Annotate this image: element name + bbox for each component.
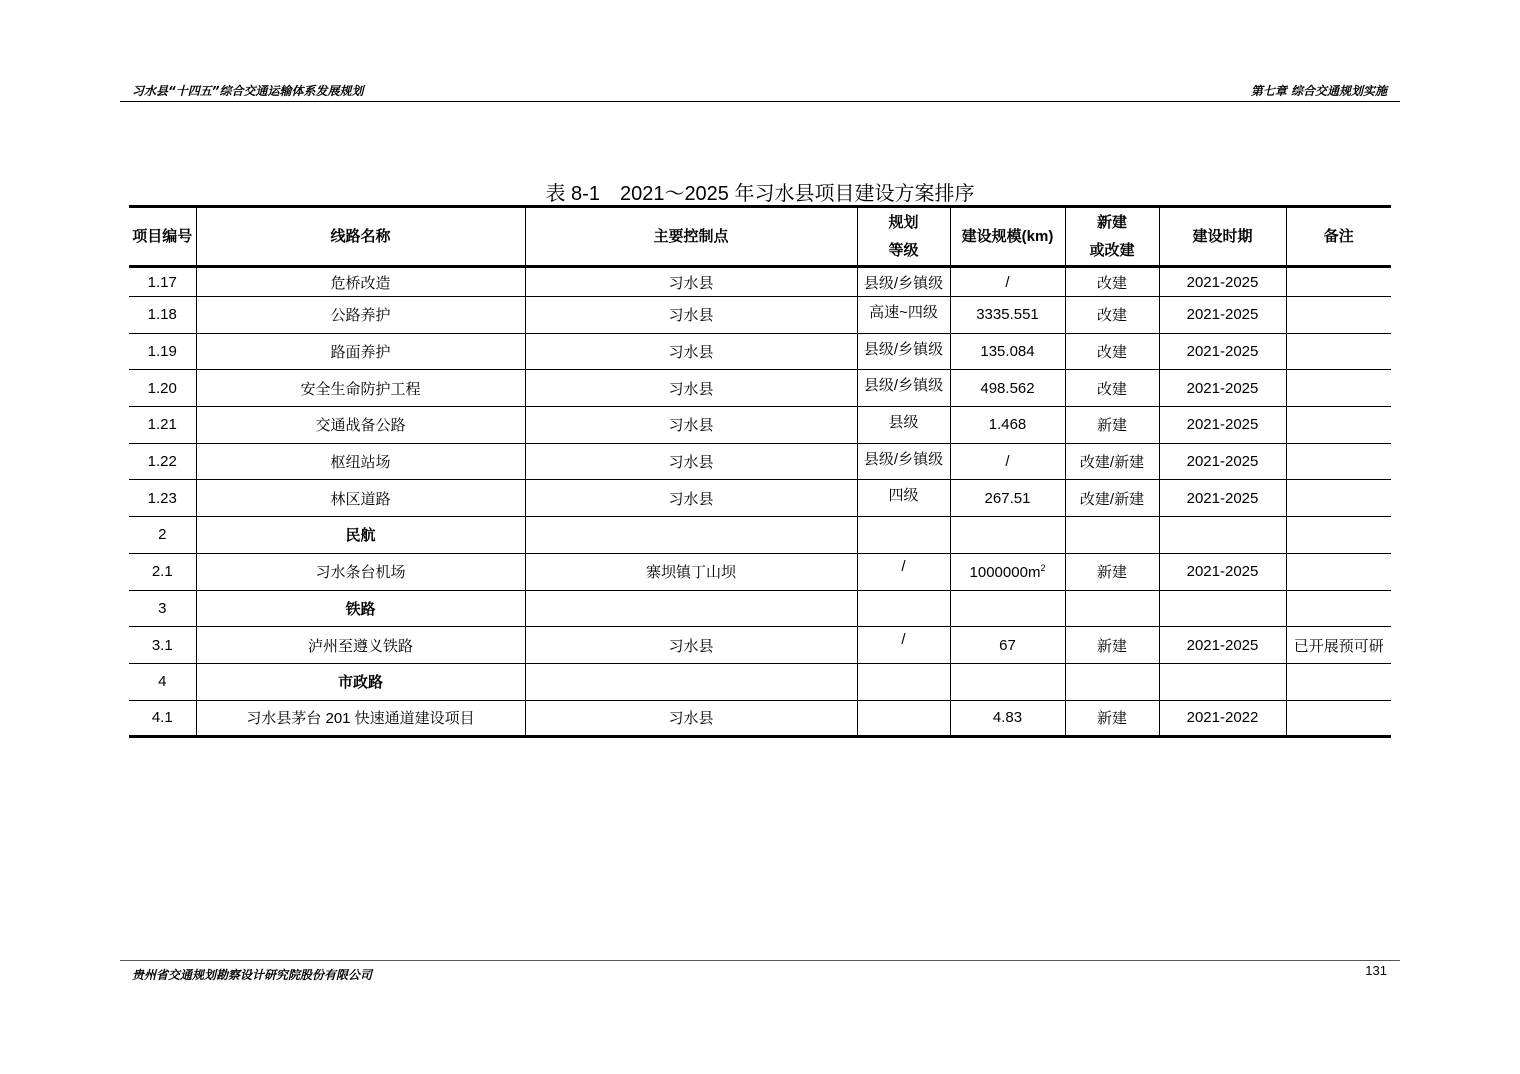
cell-build-type bbox=[1065, 663, 1159, 700]
cell-planned-grade: 县级/乡镇级 bbox=[857, 333, 950, 370]
scale-unit: m bbox=[1027, 563, 1041, 581]
header-divider bbox=[120, 101, 1400, 102]
scale-value: 3335.551 bbox=[976, 306, 1039, 324]
col-header-note: 备注 bbox=[1286, 207, 1391, 267]
cell-control-point: 习水县 bbox=[525, 700, 857, 737]
cell-project-id: 2 bbox=[129, 517, 196, 554]
scale-value: 67 bbox=[999, 636, 1016, 654]
cell-note bbox=[1286, 297, 1391, 334]
cell-project-id: 1.20 bbox=[129, 370, 196, 407]
cell-build-type: 新建 bbox=[1065, 700, 1159, 737]
footer-divider bbox=[120, 960, 1400, 961]
table-row bbox=[129, 480, 1391, 517]
header-document-title: 习水县“十四五”综合交通运输体系发展规划 bbox=[132, 84, 364, 98]
col-header-grade bbox=[857, 207, 950, 267]
cell-control-point: 习水县 bbox=[525, 370, 857, 407]
cell-route-name: 民航 bbox=[196, 517, 525, 554]
table-row bbox=[129, 517, 1391, 554]
cell-construction-scale bbox=[950, 590, 1065, 627]
cell-construction-scale bbox=[950, 553, 1065, 590]
cell-route-name: 林区道路 bbox=[196, 480, 525, 517]
cell-construction-scale bbox=[950, 663, 1065, 700]
cell-project-id: 3 bbox=[129, 590, 196, 627]
cell-build-type: 改建 bbox=[1065, 297, 1159, 334]
cell-build-type bbox=[1065, 517, 1159, 554]
cell-note bbox=[1286, 590, 1391, 627]
cell-note bbox=[1286, 407, 1391, 444]
cell-control-point bbox=[525, 517, 857, 554]
cell-build-period: 2021-2025 bbox=[1159, 267, 1286, 297]
cell-note bbox=[1286, 553, 1391, 590]
cell-control-point bbox=[525, 663, 857, 700]
cell-note bbox=[1286, 663, 1391, 700]
cell-route-name: 交通战备公路 bbox=[196, 407, 525, 444]
table-row bbox=[129, 700, 1391, 737]
cell-control-point: 寨坝镇丁山坝 bbox=[525, 553, 857, 590]
cell-project-id: 1.17 bbox=[129, 267, 196, 297]
cell-construction-scale bbox=[950, 700, 1065, 737]
table-row bbox=[129, 407, 1391, 444]
cell-build-type: 改建/新建 bbox=[1065, 443, 1159, 480]
cell-project-id: 3.1 bbox=[129, 627, 196, 664]
cell-route-name: 泸州至遵义铁路 bbox=[196, 627, 525, 664]
cell-planned-grade: 县级/乡镇级 bbox=[857, 443, 950, 480]
cell-build-period: 2021-2025 bbox=[1159, 407, 1286, 444]
col-header-period: 建设时期 bbox=[1159, 207, 1286, 267]
table-body bbox=[129, 267, 1391, 737]
cell-route-name: 市政路 bbox=[196, 663, 525, 700]
table-row bbox=[129, 663, 1391, 700]
cell-planned-grade: 四级 bbox=[857, 480, 950, 517]
cell-build-type: 改建 bbox=[1065, 370, 1159, 407]
cell-planned-grade bbox=[857, 590, 950, 627]
cell-route-name: 公路养护 bbox=[196, 297, 525, 334]
cell-note: 已开展预可研 bbox=[1286, 627, 1391, 664]
cell-route-name: 枢纽站场 bbox=[196, 443, 525, 480]
col-header-scale: 建设规模(km) bbox=[950, 207, 1065, 267]
cell-build-type: 改建 bbox=[1065, 267, 1159, 297]
cell-route-name: 习水条台机场 bbox=[196, 553, 525, 590]
scale-unit-exponent: 2 bbox=[1040, 562, 1046, 573]
cell-note bbox=[1286, 267, 1391, 297]
scale-value: 4.83 bbox=[992, 709, 1023, 727]
cell-project-id: 4.1 bbox=[129, 700, 196, 737]
cell-planned-grade: 县级/乡镇级 bbox=[857, 370, 950, 407]
cell-build-period: 2021-2025 bbox=[1159, 333, 1286, 370]
cell-construction-scale bbox=[950, 627, 1065, 664]
cell-build-period: 2021-2022 bbox=[1159, 700, 1286, 737]
col-header-name: 线路名称 bbox=[196, 207, 525, 267]
cell-build-period bbox=[1159, 663, 1286, 700]
cell-build-type: 新建 bbox=[1065, 407, 1159, 444]
cell-control-point: 习水县 bbox=[525, 297, 857, 334]
scale-value: 1000000 bbox=[969, 563, 1028, 581]
cell-build-period bbox=[1159, 517, 1286, 554]
cell-construction-scale bbox=[950, 517, 1065, 554]
header-chapter-title: 第七章 综合交通规划实施 bbox=[1250, 84, 1387, 98]
table-row bbox=[129, 553, 1391, 590]
cell-planned-grade: 县级 bbox=[857, 407, 950, 444]
cell-construction-scale bbox=[950, 480, 1065, 517]
cell-planned-grade bbox=[857, 700, 950, 737]
cell-build-period: 2021-2025 bbox=[1159, 297, 1286, 334]
scale-value: 267.51 bbox=[984, 489, 1031, 507]
cell-project-id: 1.21 bbox=[129, 407, 196, 444]
cell-planned-grade: 县级/乡镇级 bbox=[857, 267, 950, 297]
col-header-type bbox=[1065, 207, 1159, 267]
cell-build-type bbox=[1065, 590, 1159, 627]
cell-project-id: 1.22 bbox=[129, 443, 196, 480]
cell-note bbox=[1286, 517, 1391, 554]
table-row bbox=[129, 627, 1391, 664]
cell-planned-grade: / bbox=[857, 553, 950, 590]
cell-route-name: 铁路 bbox=[196, 590, 525, 627]
cell-build-period: 2021-2025 bbox=[1159, 480, 1286, 517]
cell-note bbox=[1286, 480, 1391, 517]
page-number: 131 bbox=[1365, 963, 1387, 978]
table-row bbox=[129, 443, 1391, 480]
cell-build-period: 2021-2025 bbox=[1159, 627, 1286, 664]
cell-project-id: 1.18 bbox=[129, 297, 196, 334]
col-header-control: 主要控制点 bbox=[525, 207, 857, 267]
table-row bbox=[129, 297, 1391, 334]
scale-value: / bbox=[1005, 453, 1010, 471]
cell-control-point: 习水县 bbox=[525, 627, 857, 664]
cell-route-name: 习水县茅台 201 快速通道建设项目 bbox=[196, 700, 525, 737]
cell-control-point: 习水县 bbox=[525, 443, 857, 480]
cell-project-id: 4 bbox=[129, 663, 196, 700]
cell-project-id: 2.1 bbox=[129, 553, 196, 590]
cell-note bbox=[1286, 333, 1391, 370]
cell-construction-scale bbox=[950, 333, 1065, 370]
cell-note bbox=[1286, 700, 1391, 737]
cell-planned-grade: / bbox=[857, 627, 950, 664]
scale-value: 135.084 bbox=[980, 343, 1035, 361]
cell-note bbox=[1286, 443, 1391, 480]
table-row bbox=[129, 333, 1391, 370]
footer-institute-name: 贵州省交通规划勘察设计研究院股份有限公司 bbox=[132, 968, 373, 982]
cell-route-name: 路面养护 bbox=[196, 333, 525, 370]
table-header-row bbox=[129, 207, 1391, 267]
table-row bbox=[129, 590, 1391, 627]
cell-build-period: 2021-2025 bbox=[1159, 370, 1286, 407]
cell-control-point: 习水县 bbox=[525, 333, 857, 370]
cell-construction-scale bbox=[950, 443, 1065, 480]
cell-construction-scale bbox=[950, 370, 1065, 407]
scale-value: 498.562 bbox=[980, 379, 1035, 397]
cell-build-period: 2021-2025 bbox=[1159, 443, 1286, 480]
cell-planned-grade bbox=[857, 663, 950, 700]
cell-project-id: 1.19 bbox=[129, 333, 196, 370]
cell-control-point bbox=[525, 590, 857, 627]
col-header-type-line2: 或改建 bbox=[1089, 241, 1135, 259]
cell-build-type: 改建/新建 bbox=[1065, 480, 1159, 517]
cell-construction-scale bbox=[950, 297, 1065, 334]
cell-build-type: 新建 bbox=[1065, 627, 1159, 664]
col-header-id: 项目编号 bbox=[129, 207, 196, 267]
cell-note bbox=[1286, 370, 1391, 407]
cell-planned-grade bbox=[857, 517, 950, 554]
col-header-grade-line1: 规划 bbox=[888, 213, 919, 231]
cell-route-name: 危桥改造 bbox=[196, 267, 525, 297]
cell-build-type: 新建 bbox=[1065, 553, 1159, 590]
scale-value: / bbox=[1005, 273, 1010, 291]
cell-construction-scale bbox=[950, 267, 1065, 297]
cell-control-point: 习水县 bbox=[525, 267, 857, 297]
cell-planned-grade: 高速~四级 bbox=[857, 297, 950, 334]
cell-route-name: 安全生命防护工程 bbox=[196, 370, 525, 407]
cell-build-period bbox=[1159, 590, 1286, 627]
col-header-type-line1: 新建 bbox=[1096, 213, 1127, 231]
cell-control-point: 习水县 bbox=[525, 480, 857, 517]
cell-construction-scale bbox=[950, 407, 1065, 444]
cell-build-type: 改建 bbox=[1065, 333, 1159, 370]
table-row bbox=[129, 267, 1391, 297]
cell-build-period: 2021-2025 bbox=[1159, 553, 1286, 590]
cell-control-point: 习水县 bbox=[525, 407, 857, 444]
cell-project-id: 1.23 bbox=[129, 480, 196, 517]
col-header-grade-line2: 等级 bbox=[888, 241, 919, 259]
project-schedule-table bbox=[129, 205, 1391, 738]
table-title: 表 8-1 2021～2025 年习水县项目建设方案排序 bbox=[545, 183, 975, 205]
scale-value: 1.468 bbox=[988, 416, 1027, 434]
table-row bbox=[129, 370, 1391, 407]
